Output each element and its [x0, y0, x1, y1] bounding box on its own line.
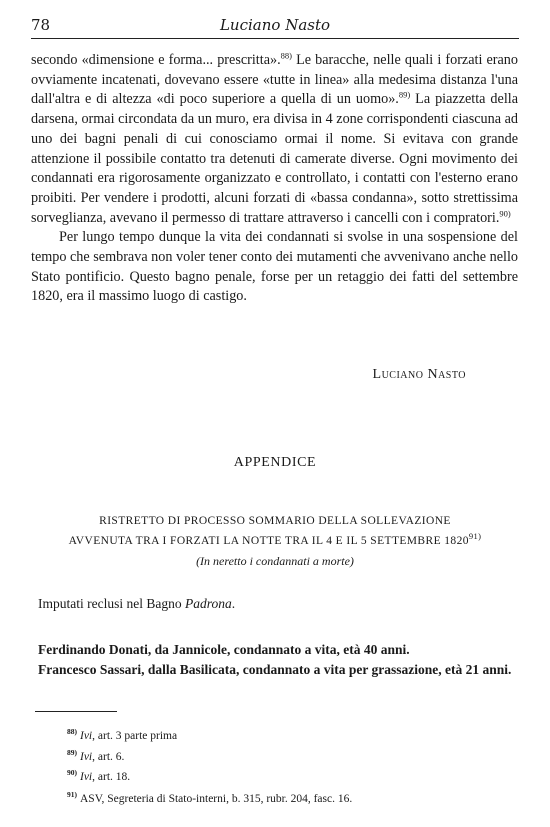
- appendix-heading: [31, 511, 519, 571]
- imputati-line: Imputati reclusi nel Bagno Padrona.: [38, 596, 236, 611]
- list-item: Francesco Sassari, dalla Basilicata, condannato a vita per grassazione, età 21 anni.: [38, 662, 512, 677]
- paragraph-2: Per lungo tempo dunque la vita dei condannati si svolse in una sospensione del tempo che sembrava non voler tener conto dei mutamenti che avvenivano anche nello Stato pontificio. Questo bagno penale, forse per un retaggio dei fatti del settembre 1820, era il massimo luogo di castigo.: [31, 229, 518, 305]
- footnote-89: $^{89)}$ Ivi, art. 6.: [67, 748, 125, 763]
- heading-line-2: AVVENUTA TRA I FORZATI LA NOTTE TRA IL 4 E IL 5 SETTEMBRE 1820$^{91)}$: [68, 531, 482, 547]
- running-title: Luciano Nasto: [219, 16, 331, 34]
- body-text: [31, 51, 518, 307]
- header-rule: [31, 38, 519, 39]
- appendix-title: APPENDICE: [233, 455, 317, 470]
- heading-line-1: RISTRETTO DI PROCESSO SOMMARIO DELLA SOLLEVAZIONE: [99, 515, 451, 527]
- footnote-ref-88[interactable]: 88): [280, 50, 292, 61]
- page-number: 78: [31, 16, 51, 34]
- footnote-88: $^{88)}$ Ivi, art. 3 parte prima: [67, 727, 178, 742]
- footnote-ref-91[interactable]: 91): [468, 531, 482, 542]
- list-item: Ferdinando Donati, da Jannicole, condannato a vita, età 40 anni.: [38, 642, 410, 657]
- paragraph-1: secondo «dimensione e forma... prescritta».$^{88)}$ Le baracche, nelle quali i forzati erano ovviamente incatenati, dovevano essere «tutte in linea» alla medesima distanza l'una dall'altra e di altezza «di poco superiore a quella di un uomo».$^{89)}$ La piazzetta della darsena, ormai circondata da un muro, era divisa in 4 zone corrispondenti ciascuna ad uno dei bagni penali di cui conosciamo ormai il nome. Si evitava con grande attenzione il possibile contatto tra detenuti di camerate diverse. Ogni movimento dei condannati era rigorosamente organizzato e controllato, i contatti con l'esterno erano proibiti. Per vendere i prodotti, alcuni forzati di «bassa condanna», sotto strettissima sorveglianza, avevano il permesso di trattare attraverso i cancelli con i compratori.$^{90)}$: [31, 50, 518, 226]
- footnote-ref-90[interactable]: 90): [499, 207, 511, 218]
- heading-subtitle: (In neretto i condannati a morte): [196, 554, 354, 568]
- footnote-91: $^{91)}$ ASV, Segreteria di Stato-interni, b. 315, rubr. 204, fasc. 16.: [67, 790, 353, 805]
- author-signature: Luciano Nasto: [372, 367, 466, 382]
- footnote-ref-89[interactable]: 89): [398, 89, 411, 100]
- footnote-rule: [35, 711, 117, 712]
- running-header: [31, 14, 519, 38]
- footnote-90: $^{90)}$ Ivi, art. 18.: [67, 768, 131, 783]
